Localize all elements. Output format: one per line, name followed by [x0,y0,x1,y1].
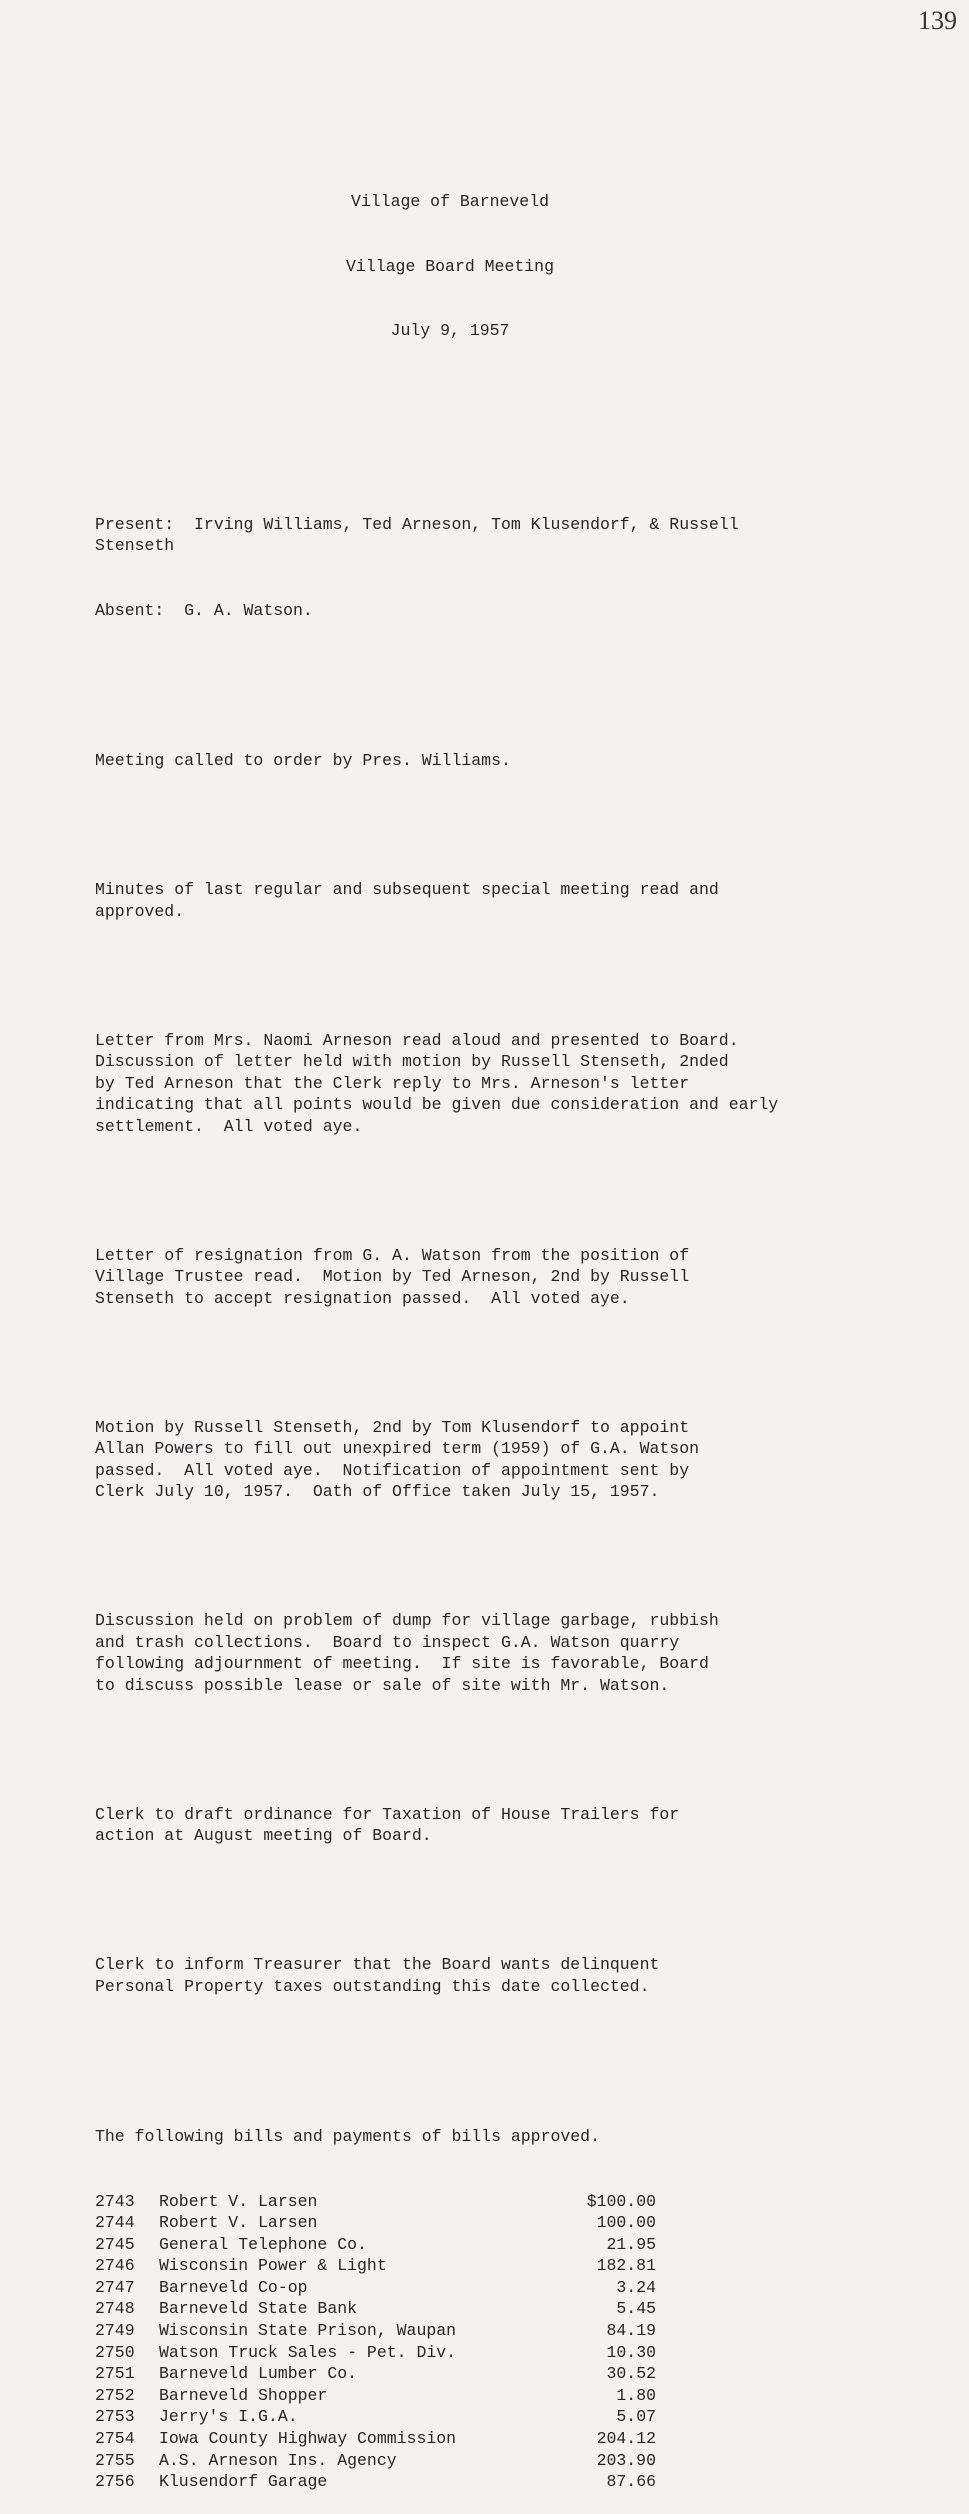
bill-row [95,2298,815,2320]
paragraph-arneson-letter: Letter from Mrs. Naomi Arneson read aloud and presented to Board. Discussion of letter held with motion by Russell Stenseth, 2nded by Ted Arneson that the Clerk reply to Mrs. Arneson's letter indicating that all points would be given due consideration and early settlement. All voted aye. [95,1030,779,1136]
bill-payee: Wisconsin Power & Light [159,2256,387,2276]
bill-number: 2756 [95,2472,135,2492]
bill-payee: Barneveld Co-op [159,2277,308,2297]
present-line: Present: Irving Williams, Ted Arneson, Tom Klusendorf, & Russell Stenseth [95,514,739,555]
bill-payee: A.S. Arneson Ins. Agency [159,2450,397,2470]
absent-line: Absent: G. A. Watson. [95,600,313,620]
bill-amount: 204.12 [596,2429,656,2449]
bill-number: 2747 [95,2277,135,2297]
bill-amount: 10.30 [606,2342,656,2362]
bill-row [95,2212,815,2234]
bill-number: 2754 [95,2429,135,2449]
bill-payee: Watson Truck Sales - Pet. Div. [159,2342,457,2362]
bill-row [95,2450,815,2472]
bill-number: 2753 [95,2407,135,2427]
bill-amount: 203.90 [596,2450,656,2470]
bill-payee: Jerry's I.G.A. [159,2407,298,2427]
paragraph-call-to-order: Meeting called to order by Pres. Williams. [95,751,511,770]
header-village: Village of Barneveld [350,192,550,211]
bill-amount: 182.81 [596,2256,656,2276]
bill-amount: 5.45 [616,2299,656,2319]
paragraph-appointment: Motion by Russell Stenseth, 2nd by Tom Klusendorf to appoint Allan Powers to fill out unexpired term (1959) of G.A. Watson passed. All voted aye. Notification of appointment sent by Clerk July 10, 1957. Oath of Office taken July 15, 1957. [95,1417,699,1501]
bill-number: 2748 [95,2299,135,2319]
paragraph-dump: Discussion held on problem of dump for village garbage, rubbish and trash collections. Board to inspect G.A. Watson quarry following adjournment of meeting. If site is favorable, Board to discuss possible lease or sale of site with Mr. Watson. [95,1611,719,1695]
bills-intro: The following bills and payments of bills approved. [95,2127,600,2146]
bill-row [95,2471,815,2493]
bill-number: 2743 [95,2191,135,2211]
bill-amount: 84.19 [606,2321,656,2341]
bill-row [95,2255,815,2277]
bill-number: 2755 [95,2450,135,2470]
bill-row [95,2277,815,2299]
bill-row [95,2191,815,2213]
bill-payee: Robert V. Larsen [159,2213,318,2233]
bill-payee: Robert V. Larsen [159,2191,318,2211]
bill-amount: 3.24 [616,2277,656,2297]
bill-number: 2744 [95,2213,135,2233]
bill-payee: Barneveld Lumber Co. [159,2364,358,2384]
bill-payee: Klusendorf Garage [159,2472,328,2492]
bill-row [95,2234,815,2256]
page-number: 139 [918,6,957,35]
bill-payee: Iowa County Highway Commission [159,2429,457,2449]
header-meeting: Village Board Meeting [346,256,554,276]
bill-payee: Barneveld State Bank [159,2299,358,2319]
bill-row [95,2320,815,2342]
bill-number: 2751 [95,2364,135,2384]
paragraph-minutes: Minutes of last regular and subsequent special meeting read and approved. [95,880,719,921]
bill-number: 2750 [95,2342,135,2362]
bills-list [95,2191,815,2493]
document-header [95,148,805,385]
bill-payee: Barneveld Shopper [159,2385,328,2405]
bill-number: 2746 [95,2256,135,2276]
minutes-document [95,105,815,2514]
bill-row [95,2406,815,2428]
bill-number: 2745 [95,2234,135,2254]
bill-number: 2749 [95,2321,135,2341]
bill-amount: 100.00 [596,2213,656,2233]
bill-amount: $100.00 [586,2191,656,2211]
bill-amount: 1.80 [616,2385,656,2405]
bill-row [95,2342,815,2364]
bill-number: 2752 [95,2385,135,2405]
bill-row [95,2385,815,2407]
header-date: July 9, 1957 [390,321,510,340]
bill-amount: 87.66 [606,2472,656,2492]
bill-amount: 30.52 [606,2364,656,2384]
bill-amount: 21.95 [606,2234,656,2254]
bill-amount: 5.07 [616,2407,656,2427]
paragraph-resignation: Letter of resignation from G. A. Watson from the position of Village Trustee read. Motion by Ted Arneson, 2nd by Russell Stenseth to accept resignation passed. All voted aye. [95,1245,690,1308]
paragraph-trailer-ordinance: Clerk to draft ordinance for Taxation of House Trailers for action at August meeting of Board. [95,1804,680,1845]
bill-payee: General Telephone Co. [159,2234,367,2254]
bill-row [95,2428,815,2450]
paragraph-delinquent-taxes: Clerk to inform Treasurer that the Board wants delinquent Personal Property taxes outstanding this date collected. [95,1955,660,1996]
bill-row [95,2363,815,2385]
bill-payee: Wisconsin State Prison, Waupan [159,2321,457,2341]
